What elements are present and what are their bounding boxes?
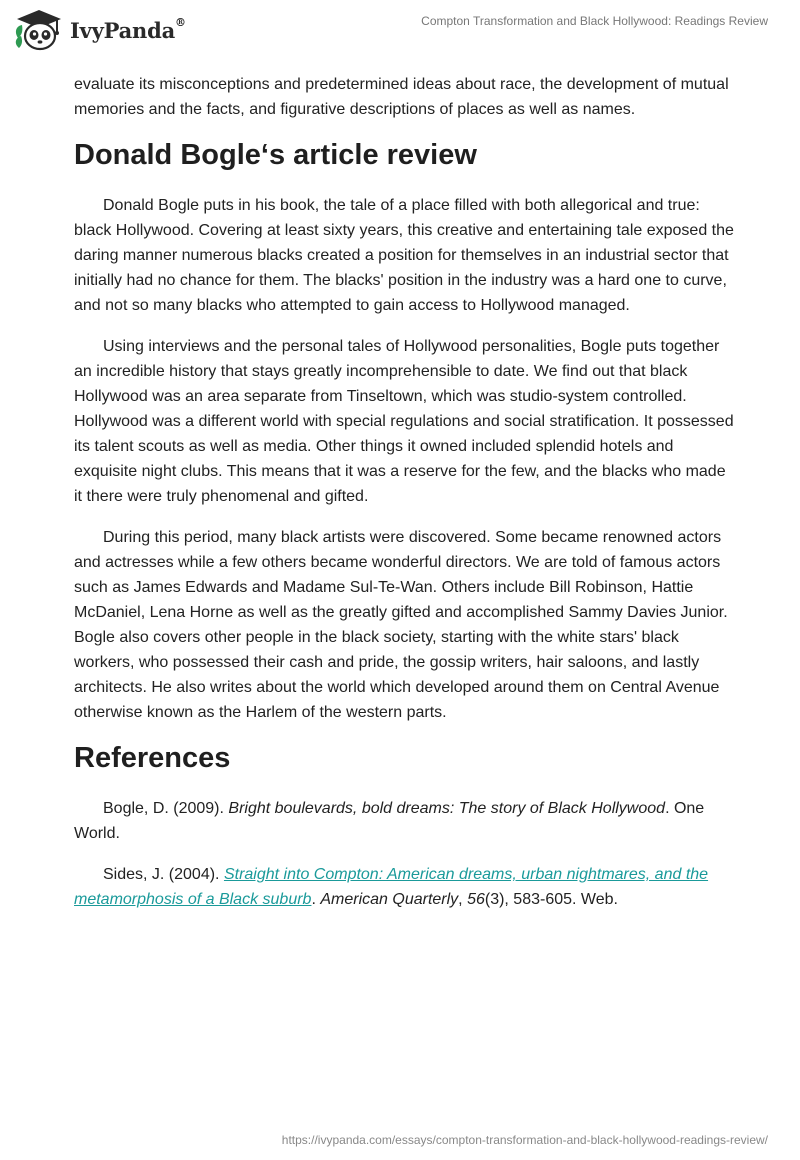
reference-separator: . — [311, 891, 321, 908]
page-header — [0, 0, 800, 62]
reference-item — [74, 862, 734, 912]
document-title: Compton Transformation and Black Hollywood: Readings Review — [421, 14, 768, 28]
review-paragraph-3: During this period, many black artists were discovered. Some became renowned actors and actresses while a few others became wonderful directors. We are told of famous actors such as James Edwards and Madame Sul-Te-Wan. Others include Bill Robinson, Hattie McDaniel, Lena Horne as well as the greatly gifted and accomplished Sammy Davies Junior. Bogle also covers other people in the black society, starting with the white stars' black workers, who possessed their cash and pride, the gossip writers, hair saloons, and lastly architects. He also writes about the world which developed around them on Central Avenue otherwise known as the Harlem of the western parts. — [74, 529, 728, 721]
review-paragraph-1: Donald Bogle puts in his book, the tale of a place filled with both allegorical and true: black Hollywood. Covering at least sixty years, this creative and entertaining tale exposed the daring manner numerous blacks created a position for themselves in an industrial sector that initially had no chance for them. The blacks' position in the industry was a hard one to curve, and not so many blacks who attempted to gain access to Hollywood managed. — [74, 197, 734, 314]
reference-author: Sides, J. (2004). — [103, 866, 224, 883]
section-heading-review: Donald Bogle‘s article review — [74, 139, 477, 171]
reference-author: Bogle, D. (2009). — [103, 800, 229, 817]
article-body — [74, 72, 734, 928]
reference-item — [74, 796, 734, 846]
panda-graduation-cap-logo-icon — [14, 8, 64, 52]
reference-title: Bright boulevards, bold dreams: The story of Black Hollywood — [228, 800, 666, 817]
reference-comma: , — [458, 891, 468, 908]
reference-volume: 56 — [467, 891, 485, 908]
reference-journal: American Quarterly — [320, 891, 459, 908]
reference-link[interactable]: Straight into Compton: American dreams, urban nightmares, and the metamorphosis of a Black suburb — [74, 866, 709, 908]
section-heading-references: References — [74, 742, 231, 774]
intro-continuation: evaluate its misconceptions and predetermined ideas about race, the development of mutual memories and the facts, and figurative descriptions of places as well as names. — [74, 76, 729, 118]
reference-pages: (3), 583-605. Web. — [484, 891, 618, 908]
review-paragraph-2: Using interviews and the personal tales of Hollywood personalities, Bogle puts together an incredible history that stays greatly incomprehensible to date. We find out that black Hollywood was an area separate from Tinseltown, which was studio-system controlled. Hollywood was a different world with special regulations and social stratification. It possessed its talent scouts as well as media. Other things it owned included splendid hotels and exquisite night clubs. This means that it was a reserve for the few, and the blacks who made it there were truly phenomenal and gifted. — [74, 338, 734, 505]
ivypanda-logo[interactable] — [14, 8, 186, 52]
brand-name: IvyPanda® — [70, 15, 186, 43]
reference-publisher: . One World. — [74, 800, 705, 842]
footer-url: https://ivypanda.com/essays/compton-transformation-and-black-hollywood-readings-review/ — [281, 1133, 768, 1147]
